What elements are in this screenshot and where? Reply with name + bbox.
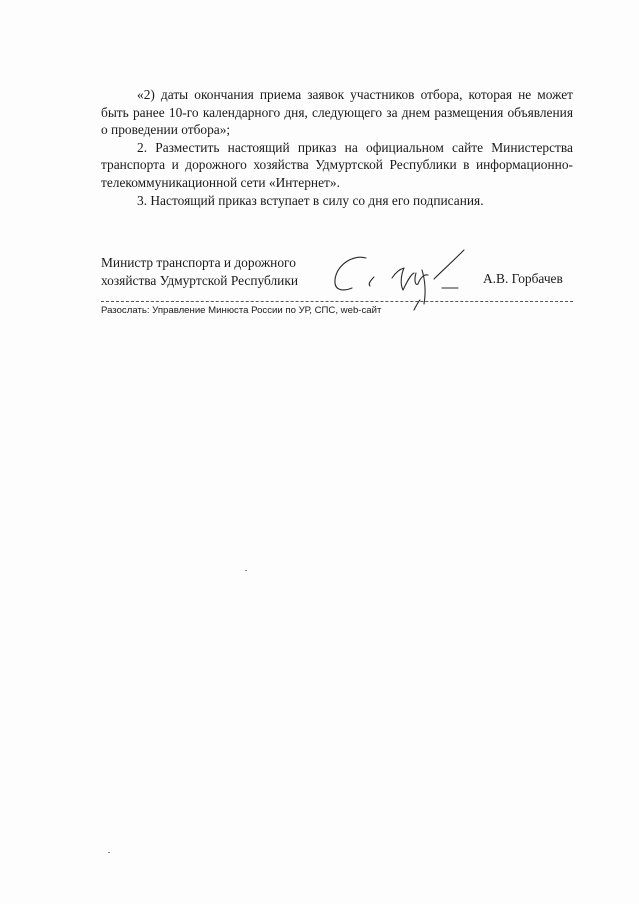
signer-title-line-2: хозяйства Удмуртской Республики (101, 272, 298, 288)
scan-speck (108, 852, 110, 853)
paragraph-amendment: «2) даты окончания приема заявок участников отбора, которая не может быть ранее 10-го календарного дня, следующего за днем размещения объявления о проведении отбора»; (101, 87, 573, 138)
signer-name: А.В. Горбачев (483, 271, 563, 286)
separator-line (101, 301, 573, 302)
order-text (101, 86, 573, 209)
signer-title-line-1: Министр транспорта и дорожного (101, 255, 296, 270)
paragraph-3: 3. Настоящий приказ вступает в силу со дня его подписания. (137, 192, 484, 208)
paragraph-2: 2. Разместить настоящий приказ на официальном сайте Министерства транспорта и дорожного хозяйства Удмуртской Республики в информационно-телекоммуникационной сети «Интернет». (101, 139, 573, 190)
distribution-list: Разослать: Управление Минюста России по УР, СПС, web-сайт (101, 305, 382, 316)
scan-speck (245, 570, 247, 571)
signer-title (101, 254, 298, 289)
